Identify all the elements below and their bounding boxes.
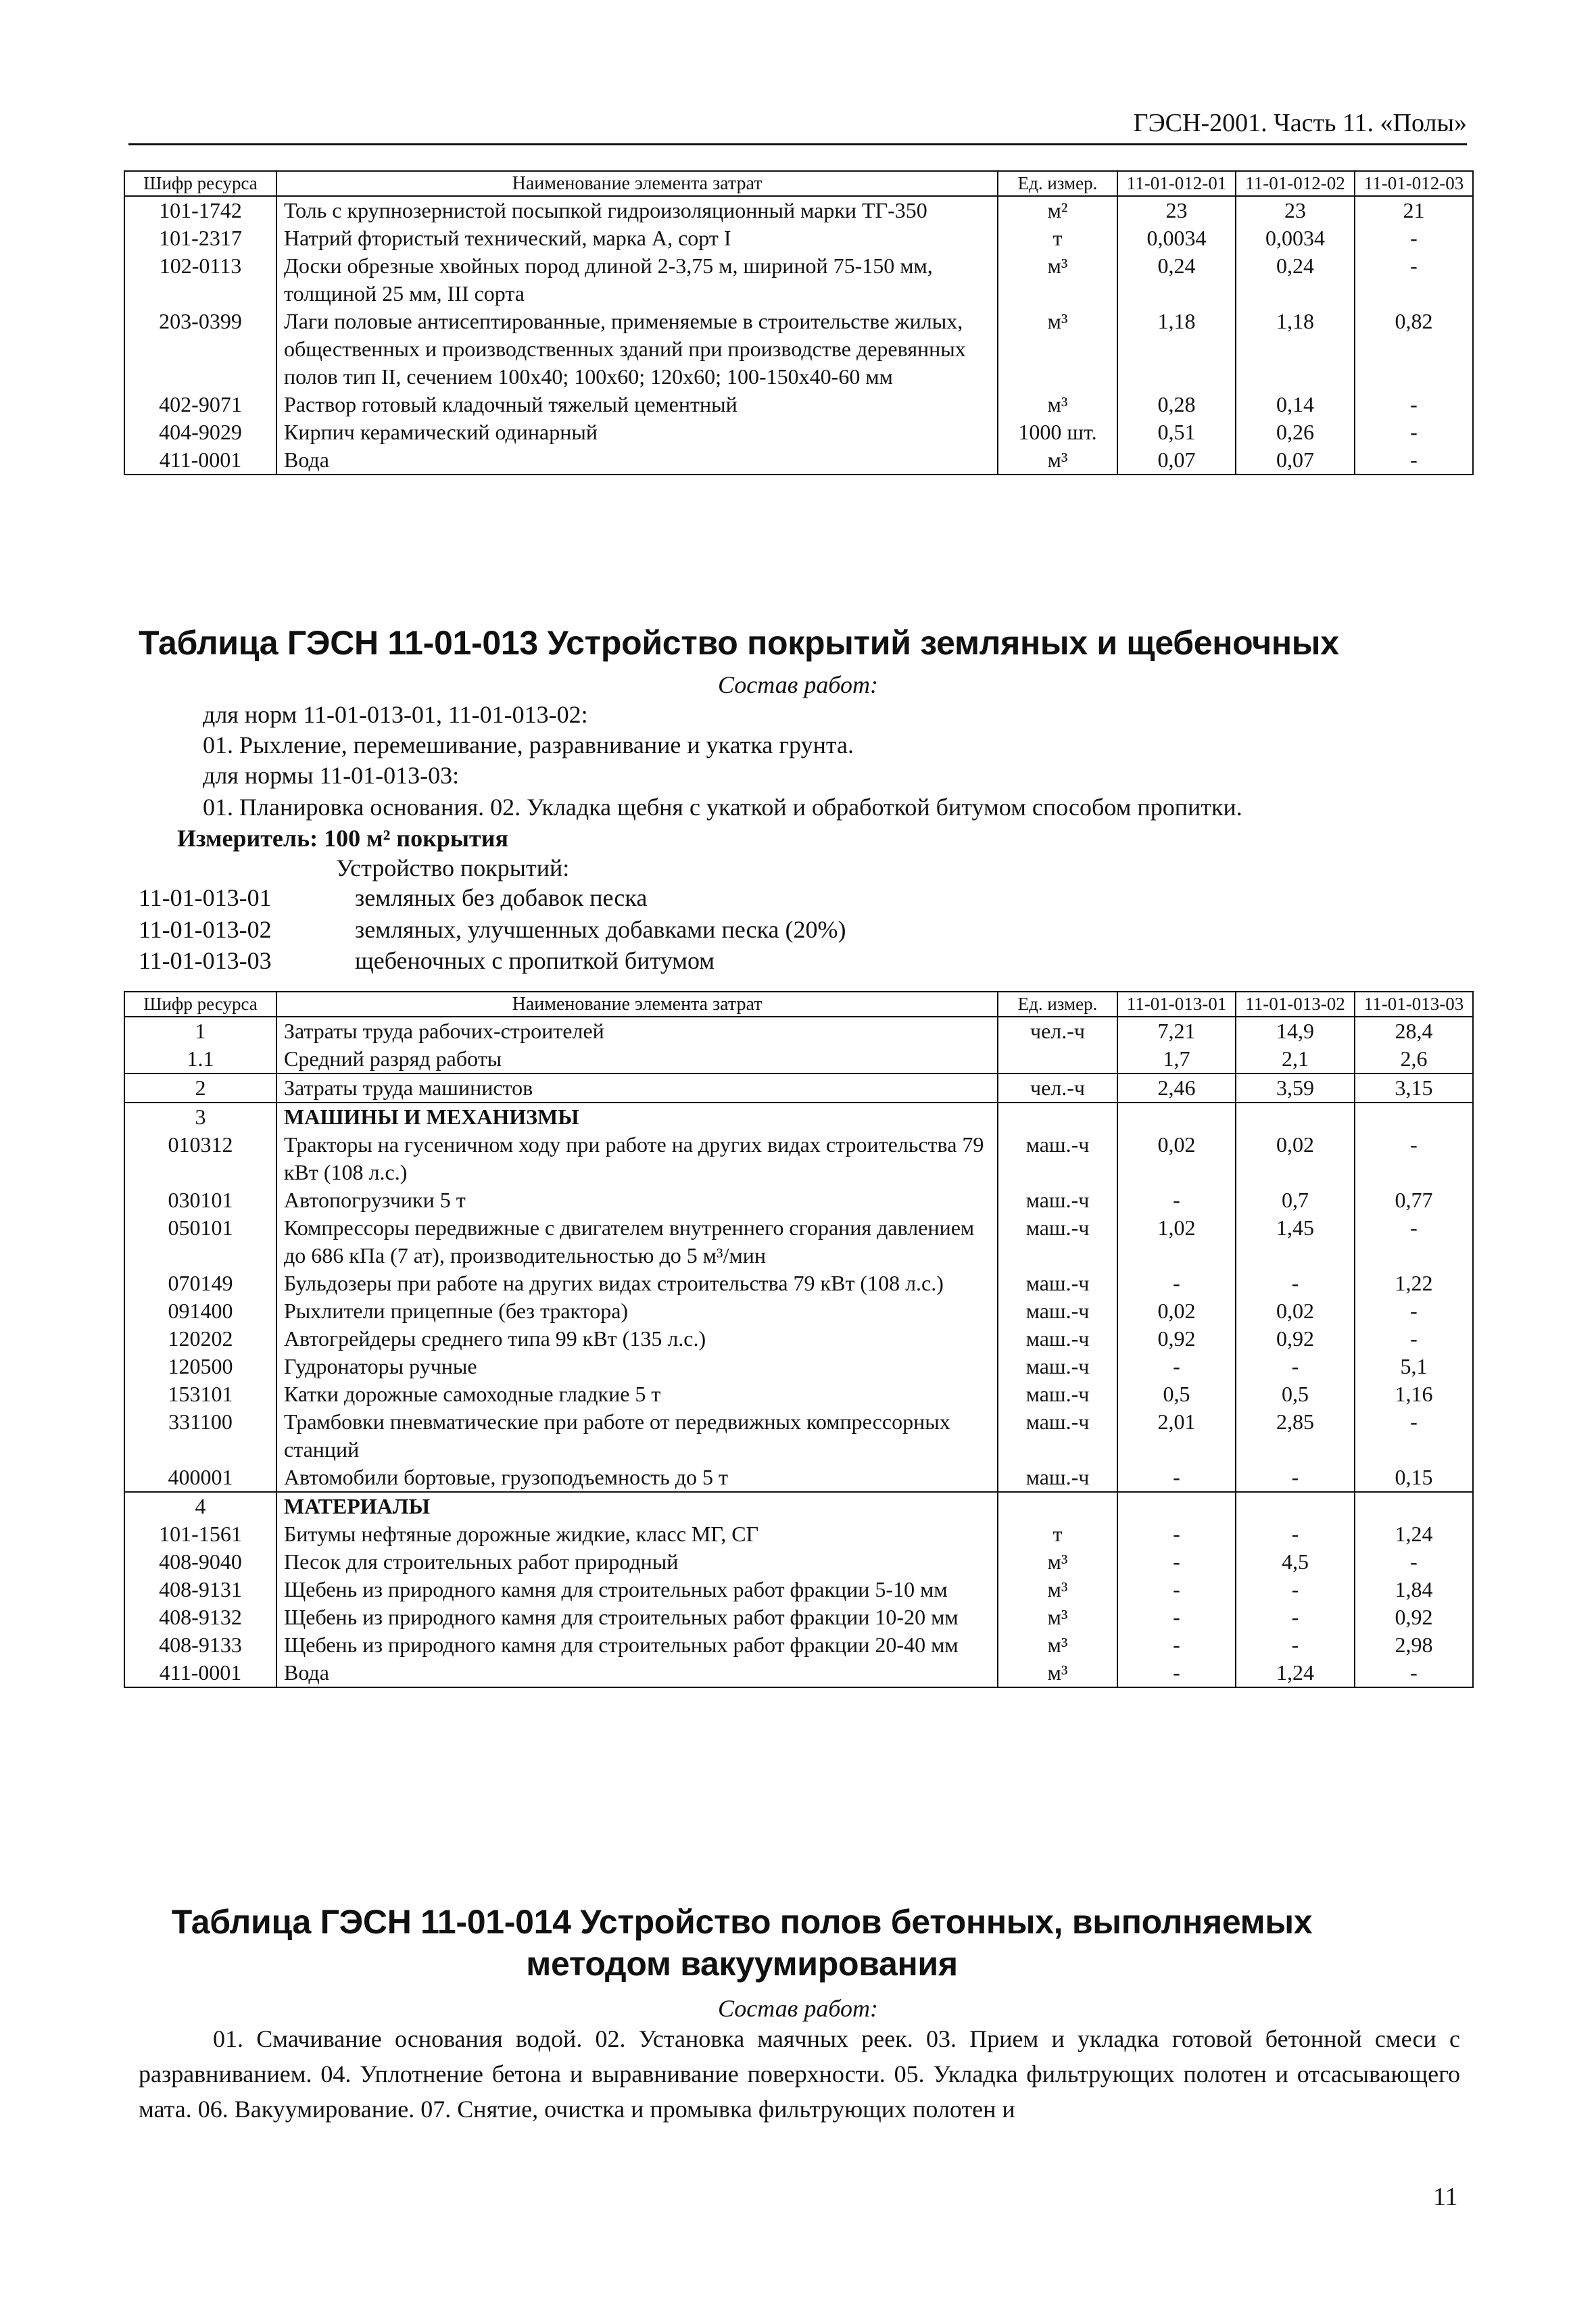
cell-norm-2: - xyxy=(1236,1631,1355,1659)
cell-norm-3: 2,98 xyxy=(1355,1631,1473,1659)
col-header-norm-2: 11-01-012-02 xyxy=(1236,171,1355,196)
table-row xyxy=(124,196,1473,224)
cell-code: 203-0399 xyxy=(124,308,276,391)
cell-norm-2: 0,0034 xyxy=(1236,224,1355,252)
cell-norm-2: 1,24 xyxy=(1236,1659,1355,1687)
cell-unit: чел.-ч xyxy=(998,1017,1117,1045)
cell-unit: м³ xyxy=(998,391,1117,418)
cell-norm-3: 21 xyxy=(1355,196,1473,224)
variant-description: щебеночных с пропиткой битумом xyxy=(355,947,715,974)
cell-norm-2: 0,24 xyxy=(1236,252,1355,308)
cell-code: 404-9029 xyxy=(124,418,276,446)
cell-unit: маш.-ч xyxy=(998,1214,1117,1270)
cell-code: 050101 xyxy=(124,1214,276,1270)
cell-name: Компрессоры передвижные с двигателем внутреннего сгорания давлением до 686 кПа (7 ат), производительностью до 5 м³/мин xyxy=(276,1214,998,1270)
cell-code: 101-1742 xyxy=(124,196,276,224)
col-header-norm-1: 11-01-012-01 xyxy=(1117,171,1236,196)
cell-unit: м³ xyxy=(998,446,1117,475)
cell-name: Лаги половые антисептированные, применяемые в строительстве жилых, общественных и производственных зданий при производстве деревянных полов тип II, сечением 100x40; 100x60; 120x60; 100-150x40-60 мм xyxy=(276,308,998,391)
cell-norm-1: 0,28 xyxy=(1117,391,1236,418)
cell-name: Автомобили бортовые, грузоподъемность до 5 т xyxy=(276,1464,998,1492)
cell-norm-1: - xyxy=(1117,1520,1236,1548)
cell-name: Вода xyxy=(276,1659,998,1687)
cell-unit: маш.-ч xyxy=(998,1380,1117,1408)
cell-code: 030101 xyxy=(124,1186,276,1214)
table-row xyxy=(124,446,1473,475)
cell-name: Трамбовки пневматические при работе от передвижных компрессорных станций xyxy=(276,1408,998,1464)
composition-line: для норм 11-01-013-01, 11-01-013-02: xyxy=(203,701,588,728)
cell-unit: м³ xyxy=(998,1548,1117,1576)
resource-table-11-01-013 xyxy=(124,991,1474,1688)
table-header-row xyxy=(124,171,1473,196)
cell-norm-3: - xyxy=(1355,1659,1473,1687)
cell-name: Раствор готовый кладочный тяжелый цементный xyxy=(276,391,998,418)
variant-code: 11-01-013-03 xyxy=(139,947,272,974)
cell-norm-1: 0,0034 xyxy=(1117,224,1236,252)
table-row xyxy=(124,1131,1473,1186)
composition-line: для нормы 11-01-013-03: xyxy=(203,762,460,789)
cell-norm-2: 0,7 xyxy=(1236,1186,1355,1214)
cell-norm-3: 0,92 xyxy=(1355,1603,1473,1631)
cell-norm-3: - xyxy=(1355,1325,1473,1353)
cell-unit: маш.-ч xyxy=(998,1408,1117,1464)
col-header-name: Наименование элемента затрат xyxy=(276,171,998,196)
cell-code: 070149 xyxy=(124,1270,276,1297)
cell-norm-3: 1,84 xyxy=(1355,1576,1473,1603)
composition-label: Состав работ: xyxy=(718,1995,878,2022)
cell-norm-2: 4,5 xyxy=(1236,1548,1355,1576)
cell-norm-2: - xyxy=(1236,1603,1355,1631)
cell-norm-2: 1,18 xyxy=(1236,308,1355,391)
col-header-norm-2: 11-01-013-02 xyxy=(1236,992,1355,1017)
cell-norm-1: - xyxy=(1117,1548,1236,1576)
cell-norm-1 xyxy=(1117,1103,1236,1131)
table-row xyxy=(124,224,1473,252)
col-header-code: Шифр ресурса xyxy=(124,171,276,196)
cell-code: 408-9131 xyxy=(124,1576,276,1603)
cell-code: 402-9071 xyxy=(124,391,276,418)
cell-norm-3: - xyxy=(1355,1408,1473,1464)
cell-name: Вода xyxy=(276,446,998,475)
cell-code: 2 xyxy=(124,1073,276,1103)
cell-unit xyxy=(998,1492,1117,1520)
cell-name: Битумы нефтяные дорожные жидкие, класс МГ, СГ xyxy=(276,1520,998,1548)
cell-code: 102-0113 xyxy=(124,252,276,308)
cell-code: 408-9040 xyxy=(124,1548,276,1576)
table-row xyxy=(124,418,1473,446)
table-013-title: Таблица ГЭСН 11-01-013 Устройство покрытий земляных и щебеночных xyxy=(139,624,1339,662)
cell-norm-1: 0,24 xyxy=(1117,252,1236,308)
cell-norm-3: 1,22 xyxy=(1355,1270,1473,1297)
cell-norm-1: - xyxy=(1117,1186,1236,1214)
cell-code: 4 xyxy=(124,1492,276,1520)
table-row xyxy=(124,1045,1473,1073)
cell-norm-1: 0,51 xyxy=(1117,418,1236,446)
cell-norm-2: 2,1 xyxy=(1236,1045,1355,1073)
col-header-name: Наименование элемента затрат xyxy=(276,992,998,1017)
cell-code: 1.1 xyxy=(124,1045,276,1073)
cell-norm-3: - xyxy=(1355,446,1473,475)
table-row xyxy=(124,1214,1473,1270)
cell-norm-2 xyxy=(1236,1492,1355,1520)
cell-code: 120202 xyxy=(124,1325,276,1353)
cell-norm-1: - xyxy=(1117,1603,1236,1631)
cell-name: Песок для строительных работ природный xyxy=(276,1548,998,1576)
variants-group-title: Устройство покрытий: xyxy=(336,854,570,882)
cell-unit: маш.-ч xyxy=(998,1186,1117,1214)
cell-norm-3: 0,15 xyxy=(1355,1464,1473,1492)
cell-unit: чел.-ч xyxy=(998,1073,1117,1103)
table-row xyxy=(124,1353,1473,1380)
cell-name: Затраты труда рабочих-строителей xyxy=(276,1017,998,1045)
cell-norm-2: 0,14 xyxy=(1236,391,1355,418)
table-row xyxy=(124,1186,1473,1214)
composition-label: Состав работ: xyxy=(718,671,878,698)
cell-norm-2: 3,59 xyxy=(1236,1073,1355,1103)
cell-unit xyxy=(998,1045,1117,1073)
cell-unit: маш.-ч xyxy=(998,1325,1117,1353)
cell-norm-1: 1,7 xyxy=(1117,1045,1236,1073)
cell-code: 411-0001 xyxy=(124,1659,276,1687)
cell-name: Автогрейдеры среднего типа 99 кВт (135 л.с.) xyxy=(276,1325,998,1353)
cell-name: Щебень из природного камня для строительных работ фракции 5-10 мм xyxy=(276,1576,998,1603)
cell-unit: маш.-ч xyxy=(998,1464,1117,1492)
cell-code: 411-0001 xyxy=(124,446,276,475)
table-row xyxy=(124,252,1473,308)
table-014-title: Таблица ГЭСН 11-01-014 Устройство полов бетонных, выполняемых методом вакуумирования xyxy=(171,1903,1313,1983)
cell-norm-2: - xyxy=(1236,1270,1355,1297)
cell-name: Доски обрезные хвойных пород длиной 2-3,75 м, шириной 75-150 мм, толщиной 25 мм, III сорта xyxy=(276,252,998,308)
cell-unit: м³ xyxy=(998,1659,1117,1687)
page-number: 11 xyxy=(1433,2183,1458,2211)
cell-norm-1: 7,21 xyxy=(1117,1017,1236,1045)
table-row xyxy=(124,1603,1473,1631)
cell-name: МАТЕРИАЛЫ xyxy=(276,1492,998,1520)
table-row xyxy=(124,1464,1473,1492)
cell-name: МАШИНЫ И МЕХАНИЗМЫ xyxy=(276,1103,998,1131)
cell-norm-3: - xyxy=(1355,1297,1473,1325)
composition-line: 01. Планировка основания. 02. Укладка щебня с укаткой и обработкой битумом способом пропитки. xyxy=(203,794,1242,821)
cell-norm-2: 0,07 xyxy=(1236,446,1355,475)
table-row xyxy=(124,1297,1473,1325)
table-row xyxy=(124,1325,1473,1353)
col-header-norm-3: 11-01-012-03 xyxy=(1355,171,1473,196)
cell-unit: м³ xyxy=(998,252,1117,308)
table-row xyxy=(124,1631,1473,1659)
col-header-unit: Ед. измер. xyxy=(998,992,1117,1017)
col-header-unit: Ед. измер. xyxy=(998,171,1117,196)
cell-norm-3: - xyxy=(1355,1214,1473,1270)
cell-unit: т xyxy=(998,224,1117,252)
cell-norm-1: 1,18 xyxy=(1117,308,1236,391)
cell-name: Толь с крупнозернистой посыпкой гидроизоляционный марки ТГ-350 xyxy=(276,196,998,224)
cell-unit: маш.-ч xyxy=(998,1353,1117,1380)
cell-norm-1: 0,02 xyxy=(1117,1297,1236,1325)
cell-norm-3: 2,6 xyxy=(1355,1045,1473,1073)
cell-norm-2: 1,45 xyxy=(1236,1214,1355,1270)
cell-norm-1: - xyxy=(1117,1270,1236,1297)
cell-norm-2: - xyxy=(1236,1576,1355,1603)
cell-norm-1: 23 xyxy=(1117,196,1236,224)
cell-norm-1: - xyxy=(1117,1631,1236,1659)
cell-norm-1: - xyxy=(1117,1659,1236,1687)
cell-name: Автопогрузчики 5 т xyxy=(276,1186,998,1214)
cell-norm-3: - xyxy=(1355,418,1473,446)
cell-norm-2: 0,02 xyxy=(1236,1297,1355,1325)
cell-norm-2: 23 xyxy=(1236,196,1355,224)
running-header: ГЭСН-2001. Часть 11. «Полы» xyxy=(128,108,1467,145)
cell-norm-3: 3,15 xyxy=(1355,1073,1473,1103)
cell-unit: т xyxy=(998,1520,1117,1548)
table-row xyxy=(124,308,1473,391)
cell-code: 1 xyxy=(124,1017,276,1045)
cell-code: 091400 xyxy=(124,1297,276,1325)
cell-unit: м³ xyxy=(998,308,1117,391)
cell-norm-2: 14,9 xyxy=(1236,1017,1355,1045)
col-header-norm-3: 11-01-013-03 xyxy=(1355,992,1473,1017)
cell-unit: маш.-ч xyxy=(998,1297,1117,1325)
cell-code: 408-9132 xyxy=(124,1603,276,1631)
cell-code: 120500 xyxy=(124,1353,276,1380)
cell-norm-3: - xyxy=(1355,391,1473,418)
table-row xyxy=(124,1073,1473,1103)
cell-norm-3 xyxy=(1355,1492,1473,1520)
cell-name: Рыхлители прицепные (без трактора) xyxy=(276,1297,998,1325)
table-row xyxy=(124,391,1473,418)
cell-name: Бульдозеры при работе на других видах строительства 79 кВт (108 л.с.) xyxy=(276,1270,998,1297)
resource-table-11-01-012 xyxy=(124,170,1474,475)
table-row xyxy=(124,1659,1473,1687)
cell-norm-1: - xyxy=(1117,1576,1236,1603)
table-row xyxy=(124,1492,1473,1520)
cell-name: Тракторы на гусеничном ходу при работе на других видах строительства 79 кВт (108 л.с.) xyxy=(276,1131,998,1186)
variant-code: 11-01-013-01 xyxy=(139,884,272,911)
table-row xyxy=(124,1103,1473,1131)
cell-name: Затраты труда машинистов xyxy=(276,1073,998,1103)
cell-norm-2: 2,85 xyxy=(1236,1408,1355,1464)
cell-code: 010312 xyxy=(124,1131,276,1186)
cell-norm-2: 0,26 xyxy=(1236,418,1355,446)
cell-norm-1 xyxy=(1117,1492,1236,1520)
cell-norm-1: 2,46 xyxy=(1117,1073,1236,1103)
cell-name: Катки дорожные самоходные гладкие 5 т xyxy=(276,1380,998,1408)
table-row xyxy=(124,1576,1473,1603)
cell-norm-1: 0,92 xyxy=(1117,1325,1236,1353)
col-header-norm-1: 11-01-013-01 xyxy=(1117,992,1236,1017)
table-row xyxy=(124,1270,1473,1297)
cell-code: 101-2317 xyxy=(124,224,276,252)
cell-code: 101-1561 xyxy=(124,1520,276,1548)
cell-norm-1: - xyxy=(1117,1464,1236,1492)
cell-norm-1: 1,02 xyxy=(1117,1214,1236,1270)
table-header-row xyxy=(124,992,1473,1017)
cell-norm-2: - xyxy=(1236,1520,1355,1548)
cell-norm-3: 1,24 xyxy=(1355,1520,1473,1548)
variant-description: земляных, улучшенных добавками песка (20%) xyxy=(355,916,846,943)
cell-norm-3: - xyxy=(1355,1548,1473,1576)
cell-norm-2: 0,5 xyxy=(1236,1380,1355,1408)
cell-norm-2: - xyxy=(1236,1464,1355,1492)
cell-norm-3: - xyxy=(1355,1131,1473,1186)
cell-norm-2: 0,02 xyxy=(1236,1131,1355,1186)
cell-name: Средний разряд работы xyxy=(276,1045,998,1073)
composition-line: 01. Рыхление, перемешивание, разравнивание и укатка грунта. xyxy=(203,731,854,758)
cell-norm-3: 0,82 xyxy=(1355,308,1473,391)
cell-norm-2: 0,92 xyxy=(1236,1325,1355,1353)
composition-paragraph: 01. Смачивание основания водой. 02. Установка маячных реек. 03. Прием и укладка готовой бетонной смеси с разравниванием. 04. Уплотнение бетона и выравнивание поверхности. 05. Укладка фильтрующих полотен и отсасывающего мата. 06. Вакуумирование. 07. Снятие, очистка и промывка фильтрующих полотен и xyxy=(139,2025,1460,2123)
cell-norm-3 xyxy=(1355,1103,1473,1131)
cell-norm-2: - xyxy=(1236,1353,1355,1380)
cell-unit: м³ xyxy=(998,1576,1117,1603)
table-row xyxy=(124,1548,1473,1576)
cell-unit: м³ xyxy=(998,1631,1117,1659)
cell-norm-1: 0,02 xyxy=(1117,1131,1236,1186)
col-header-code: Шифр ресурса xyxy=(124,992,276,1017)
cell-norm-2 xyxy=(1236,1103,1355,1131)
cell-name: Гудронаторы ручные xyxy=(276,1353,998,1380)
cell-unit: м³ xyxy=(998,1603,1117,1631)
table-row xyxy=(124,1380,1473,1408)
cell-norm-3: - xyxy=(1355,224,1473,252)
cell-unit: маш.-ч xyxy=(998,1270,1117,1297)
cell-name: Щебень из природного камня для строительных работ фракции 20-40 мм xyxy=(276,1631,998,1659)
table-row xyxy=(124,1017,1473,1045)
cell-unit: м² xyxy=(998,196,1117,224)
cell-norm-3: 5,1 xyxy=(1355,1353,1473,1380)
cell-code: 400001 xyxy=(124,1464,276,1492)
cell-norm-1: - xyxy=(1117,1353,1236,1380)
cell-code: 331100 xyxy=(124,1408,276,1464)
cell-norm-3: - xyxy=(1355,252,1473,308)
cell-code: 153101 xyxy=(124,1380,276,1408)
cell-norm-1: 0,5 xyxy=(1117,1380,1236,1408)
cell-norm-3: 1,16 xyxy=(1355,1380,1473,1408)
cell-norm-3: 28,4 xyxy=(1355,1017,1473,1045)
cell-code: 408-9133 xyxy=(124,1631,276,1659)
variant-code: 11-01-013-02 xyxy=(139,916,272,943)
measure-unit: Измеритель: 100 м² покрытия xyxy=(177,825,508,852)
cell-name: Щебень из природного камня для строительных работ фракции 10-20 мм xyxy=(276,1603,998,1631)
cell-norm-1: 0,07 xyxy=(1117,446,1236,475)
table-row xyxy=(124,1520,1473,1548)
cell-norm-1: 2,01 xyxy=(1117,1408,1236,1464)
cell-name: Кирпич керамический одинарный xyxy=(276,418,998,446)
cell-unit xyxy=(998,1103,1117,1131)
cell-norm-3: 0,77 xyxy=(1355,1186,1473,1214)
cell-name: Натрий фтористый технический, марка А, сорт I xyxy=(276,224,998,252)
cell-unit: маш.-ч xyxy=(998,1131,1117,1186)
table-row xyxy=(124,1408,1473,1464)
cell-unit: 1000 шт. xyxy=(998,418,1117,446)
cell-code: 3 xyxy=(124,1103,276,1131)
variant-description: земляных без добавок песка xyxy=(355,884,648,911)
